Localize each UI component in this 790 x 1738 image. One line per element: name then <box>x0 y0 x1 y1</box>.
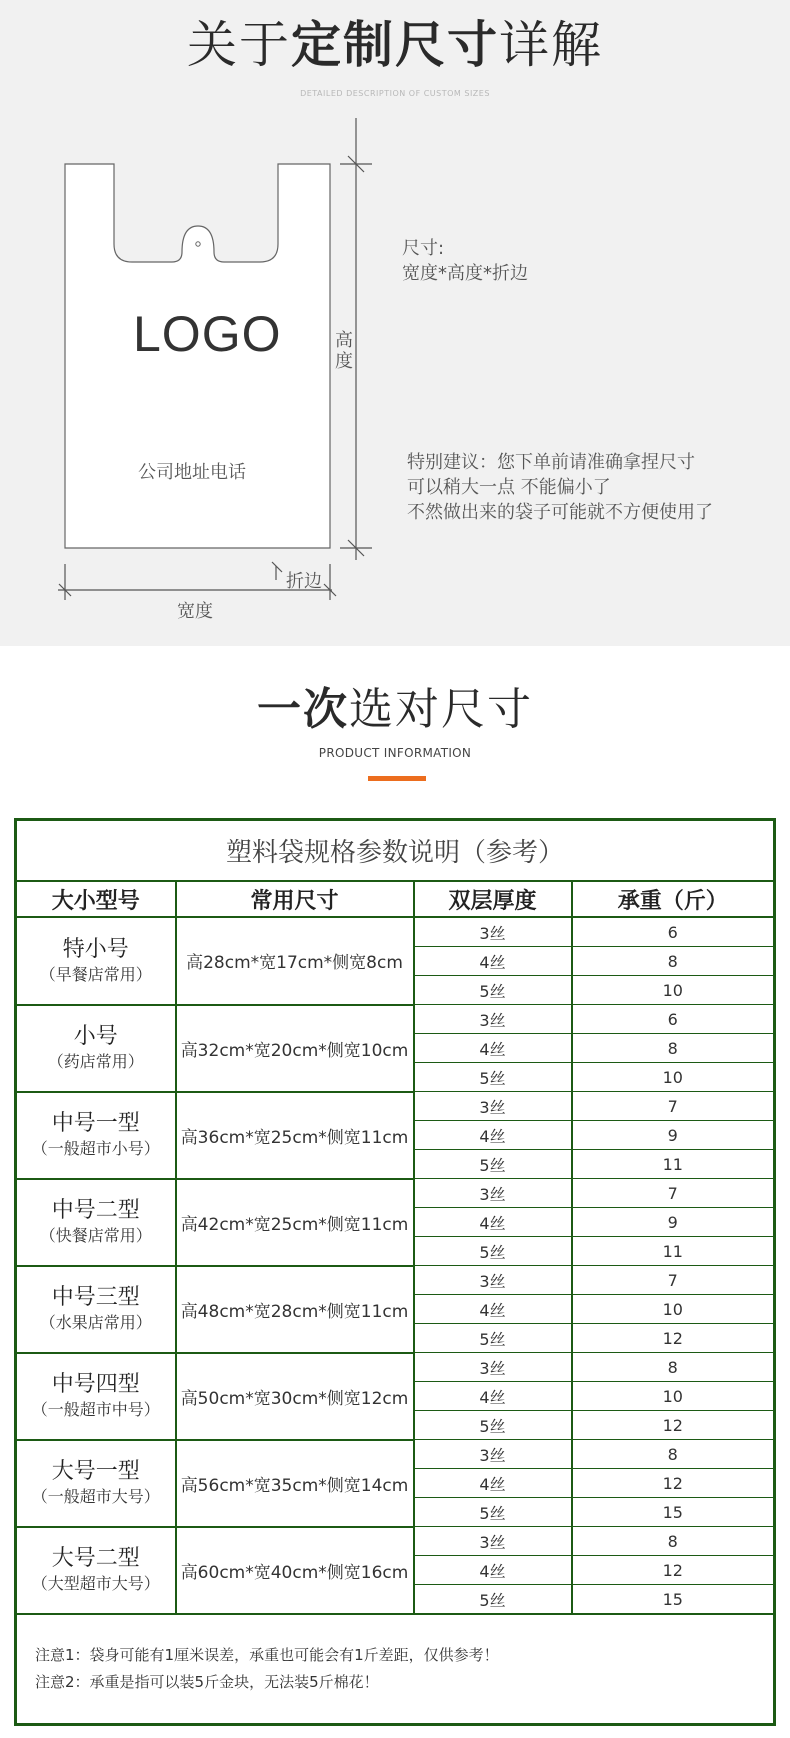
model-name: 大号二型 <box>51 1546 140 1572</box>
bag-outline-graphic <box>0 0 790 646</box>
load-cell: 15 <box>572 1498 775 1527</box>
load-cell: 7 <box>572 1266 775 1295</box>
thickness-cell: 4丝 <box>414 1208 572 1237</box>
load-cell: 9 <box>572 1121 775 1150</box>
size-cell: 高42cm*宽25cm*侧宽11cm <box>176 1179 414 1266</box>
model-name: 特小号 <box>62 936 129 962</box>
model-cell <box>16 1440 176 1527</box>
thickness-cell: 4丝 <box>414 947 572 976</box>
model-name: 小号 <box>73 1024 118 1049</box>
model-cell <box>16 1179 176 1266</box>
size-cell: 高36cm*宽25cm*侧宽11cm <box>176 1092 414 1179</box>
title-light-part: 选对尺寸 <box>349 684 533 735</box>
title-part-2: 详解 <box>499 16 603 74</box>
thickness-cell: 5丝 <box>414 1150 572 1179</box>
load-cell: 10 <box>572 1063 775 1092</box>
thickness-cell: 4丝 <box>414 1556 572 1585</box>
model-name: 中号四型 <box>51 1372 140 1397</box>
thickness-cell: 5丝 <box>414 976 572 1005</box>
thickness-cell: 5丝 <box>414 1498 572 1527</box>
load-cell: 11 <box>572 1150 775 1179</box>
spec-table <box>14 818 776 1726</box>
model-name: 中号一型 <box>51 1111 140 1136</box>
table-row <box>16 1266 775 1295</box>
section-subtitle: DETAILED DESCRIPTION OF CUSTOM SIZES <box>300 89 490 98</box>
thickness-cell: 3丝 <box>414 1092 572 1121</box>
size-cell: 高50cm*宽30cm*侧宽12cm <box>176 1353 414 1440</box>
load-cell: 9 <box>572 1208 775 1237</box>
thickness-cell: 5丝 <box>414 1411 572 1440</box>
bag-logo-text: LOGO <box>133 306 282 362</box>
thickness-cell: 3丝 <box>414 1440 572 1469</box>
model-cell <box>16 917 176 1005</box>
thickness-cell: 5丝 <box>414 1063 572 1092</box>
model-usage-note: （早餐店常用） <box>39 964 152 984</box>
width-label: 宽度 <box>177 601 213 622</box>
model-usage-note: （水果店常用） <box>39 1313 152 1332</box>
size-cell: 高28cm*宽17cm*侧宽8cm <box>176 917 414 1005</box>
thickness-cell: 3丝 <box>414 1266 572 1295</box>
note-line: 注意1：袋身可能有1厘米误差，承重也可能会有1斤差距，仅供参考！ <box>35 1646 499 1664</box>
bag-size-diagram <box>0 0 790 646</box>
thickness-cell: 3丝 <box>414 917 572 947</box>
model-cell <box>16 1266 176 1353</box>
model-name: 中号二型 <box>51 1198 140 1223</box>
bag-company-text: 公司地址电话 <box>138 462 246 483</box>
spec-table-body <box>16 917 775 1614</box>
size-cell: 高48cm*宽28cm*侧宽11cm <box>176 1266 414 1353</box>
thickness-cell: 5丝 <box>414 1237 572 1266</box>
model-cell <box>16 1527 176 1615</box>
load-cell: 12 <box>572 1556 775 1585</box>
note-line: 注意2：承重是指可以装5斤金块，无法装5斤棉花！ <box>35 1673 379 1691</box>
table-row <box>16 1092 775 1121</box>
header-load: 承重（斤） <box>572 881 775 917</box>
load-cell: 6 <box>572 1005 775 1034</box>
model-name: 大号一型 <box>51 1459 140 1484</box>
load-cell: 10 <box>572 1382 775 1411</box>
product-info-subtitle: PRODUCT INFORMATION <box>318 746 472 760</box>
header-model: 大小型号 <box>16 881 176 917</box>
model-usage-note: （大型超市大号） <box>31 1574 160 1594</box>
thickness-cell: 4丝 <box>414 1121 572 1150</box>
load-cell: 8 <box>572 947 775 976</box>
thickness-cell: 5丝 <box>414 1324 572 1353</box>
load-cell: 10 <box>572 976 775 1005</box>
load-cell: 15 <box>572 1585 775 1615</box>
load-cell: 8 <box>572 1353 775 1382</box>
size-cell: 高60cm*宽40cm*侧宽16cm <box>176 1527 414 1615</box>
load-cell: 8 <box>572 1527 775 1556</box>
title-part-bold: 定制尺寸 <box>291 16 499 74</box>
fold-label: 折边 <box>286 571 322 592</box>
load-cell: 7 <box>572 1179 775 1208</box>
load-cell: 10 <box>572 1295 775 1324</box>
model-usage-note: （一般超市中号） <box>31 1400 160 1419</box>
thickness-cell: 3丝 <box>414 1527 572 1556</box>
advice-line: 特别建议：您下单前请准确拿捏尺寸 <box>407 452 695 473</box>
model-cell <box>16 1005 176 1092</box>
thickness-cell: 4丝 <box>414 1382 572 1411</box>
table-row <box>16 1440 775 1469</box>
model-name: 中号三型 <box>51 1285 140 1310</box>
size-cell: 高32cm*宽20cm*侧宽10cm <box>176 1005 414 1092</box>
load-cell: 12 <box>572 1411 775 1440</box>
title-part-1: 关于 <box>187 16 291 74</box>
thickness-cell: 5丝 <box>414 1585 572 1615</box>
advice-line: 可以稍大一点 不能偏小了 <box>407 477 611 498</box>
table-caption: 塑料袋规格参数说明（参考） <box>16 820 775 882</box>
size-advice <box>407 450 713 525</box>
table-row <box>16 917 775 947</box>
load-cell: 8 <box>572 1034 775 1063</box>
accent-bar <box>368 776 426 781</box>
size-explanation-section <box>0 0 790 646</box>
table-row <box>16 1527 775 1556</box>
load-cell: 6 <box>572 917 775 947</box>
size-cell: 高56cm*宽35cm*侧宽14cm <box>176 1440 414 1527</box>
thickness-cell: 4丝 <box>414 1295 572 1324</box>
thickness-cell: 3丝 <box>414 1005 572 1034</box>
title-bold-part: 一次 <box>257 684 349 735</box>
load-cell: 8 <box>572 1440 775 1469</box>
model-usage-note: （一般超市大号） <box>31 1487 160 1506</box>
table-row <box>16 1005 775 1034</box>
load-cell: 12 <box>572 1469 775 1498</box>
height-label: 高度 <box>335 330 353 372</box>
model-usage-note: （药店常用） <box>47 1052 144 1071</box>
model-cell <box>16 1353 176 1440</box>
load-cell: 11 <box>572 1237 775 1266</box>
table-row <box>16 1179 775 1208</box>
model-usage-note: （快餐店常用） <box>39 1226 152 1245</box>
table-notes <box>16 1614 775 1725</box>
load-cell: 7 <box>572 1092 775 1121</box>
thickness-cell: 4丝 <box>414 1034 572 1063</box>
table-row <box>16 1353 775 1382</box>
advice-line: 不然做出来的袋子可能就不方便使用了 <box>407 502 713 523</box>
model-usage-note: （一般超市小号） <box>31 1139 160 1158</box>
size-title: 尺寸: <box>402 238 445 259</box>
header-thickness: 双层厚度 <box>414 881 572 917</box>
model-cell <box>16 1092 176 1179</box>
thickness-cell: 3丝 <box>414 1353 572 1382</box>
header-size: 常用尺寸 <box>176 881 414 917</box>
size-formula: 宽度*高度*折边 <box>402 263 528 284</box>
thickness-cell: 4丝 <box>414 1469 572 1498</box>
load-cell: 12 <box>572 1324 775 1353</box>
thickness-cell: 3丝 <box>414 1179 572 1208</box>
product-info-title <box>0 680 790 740</box>
